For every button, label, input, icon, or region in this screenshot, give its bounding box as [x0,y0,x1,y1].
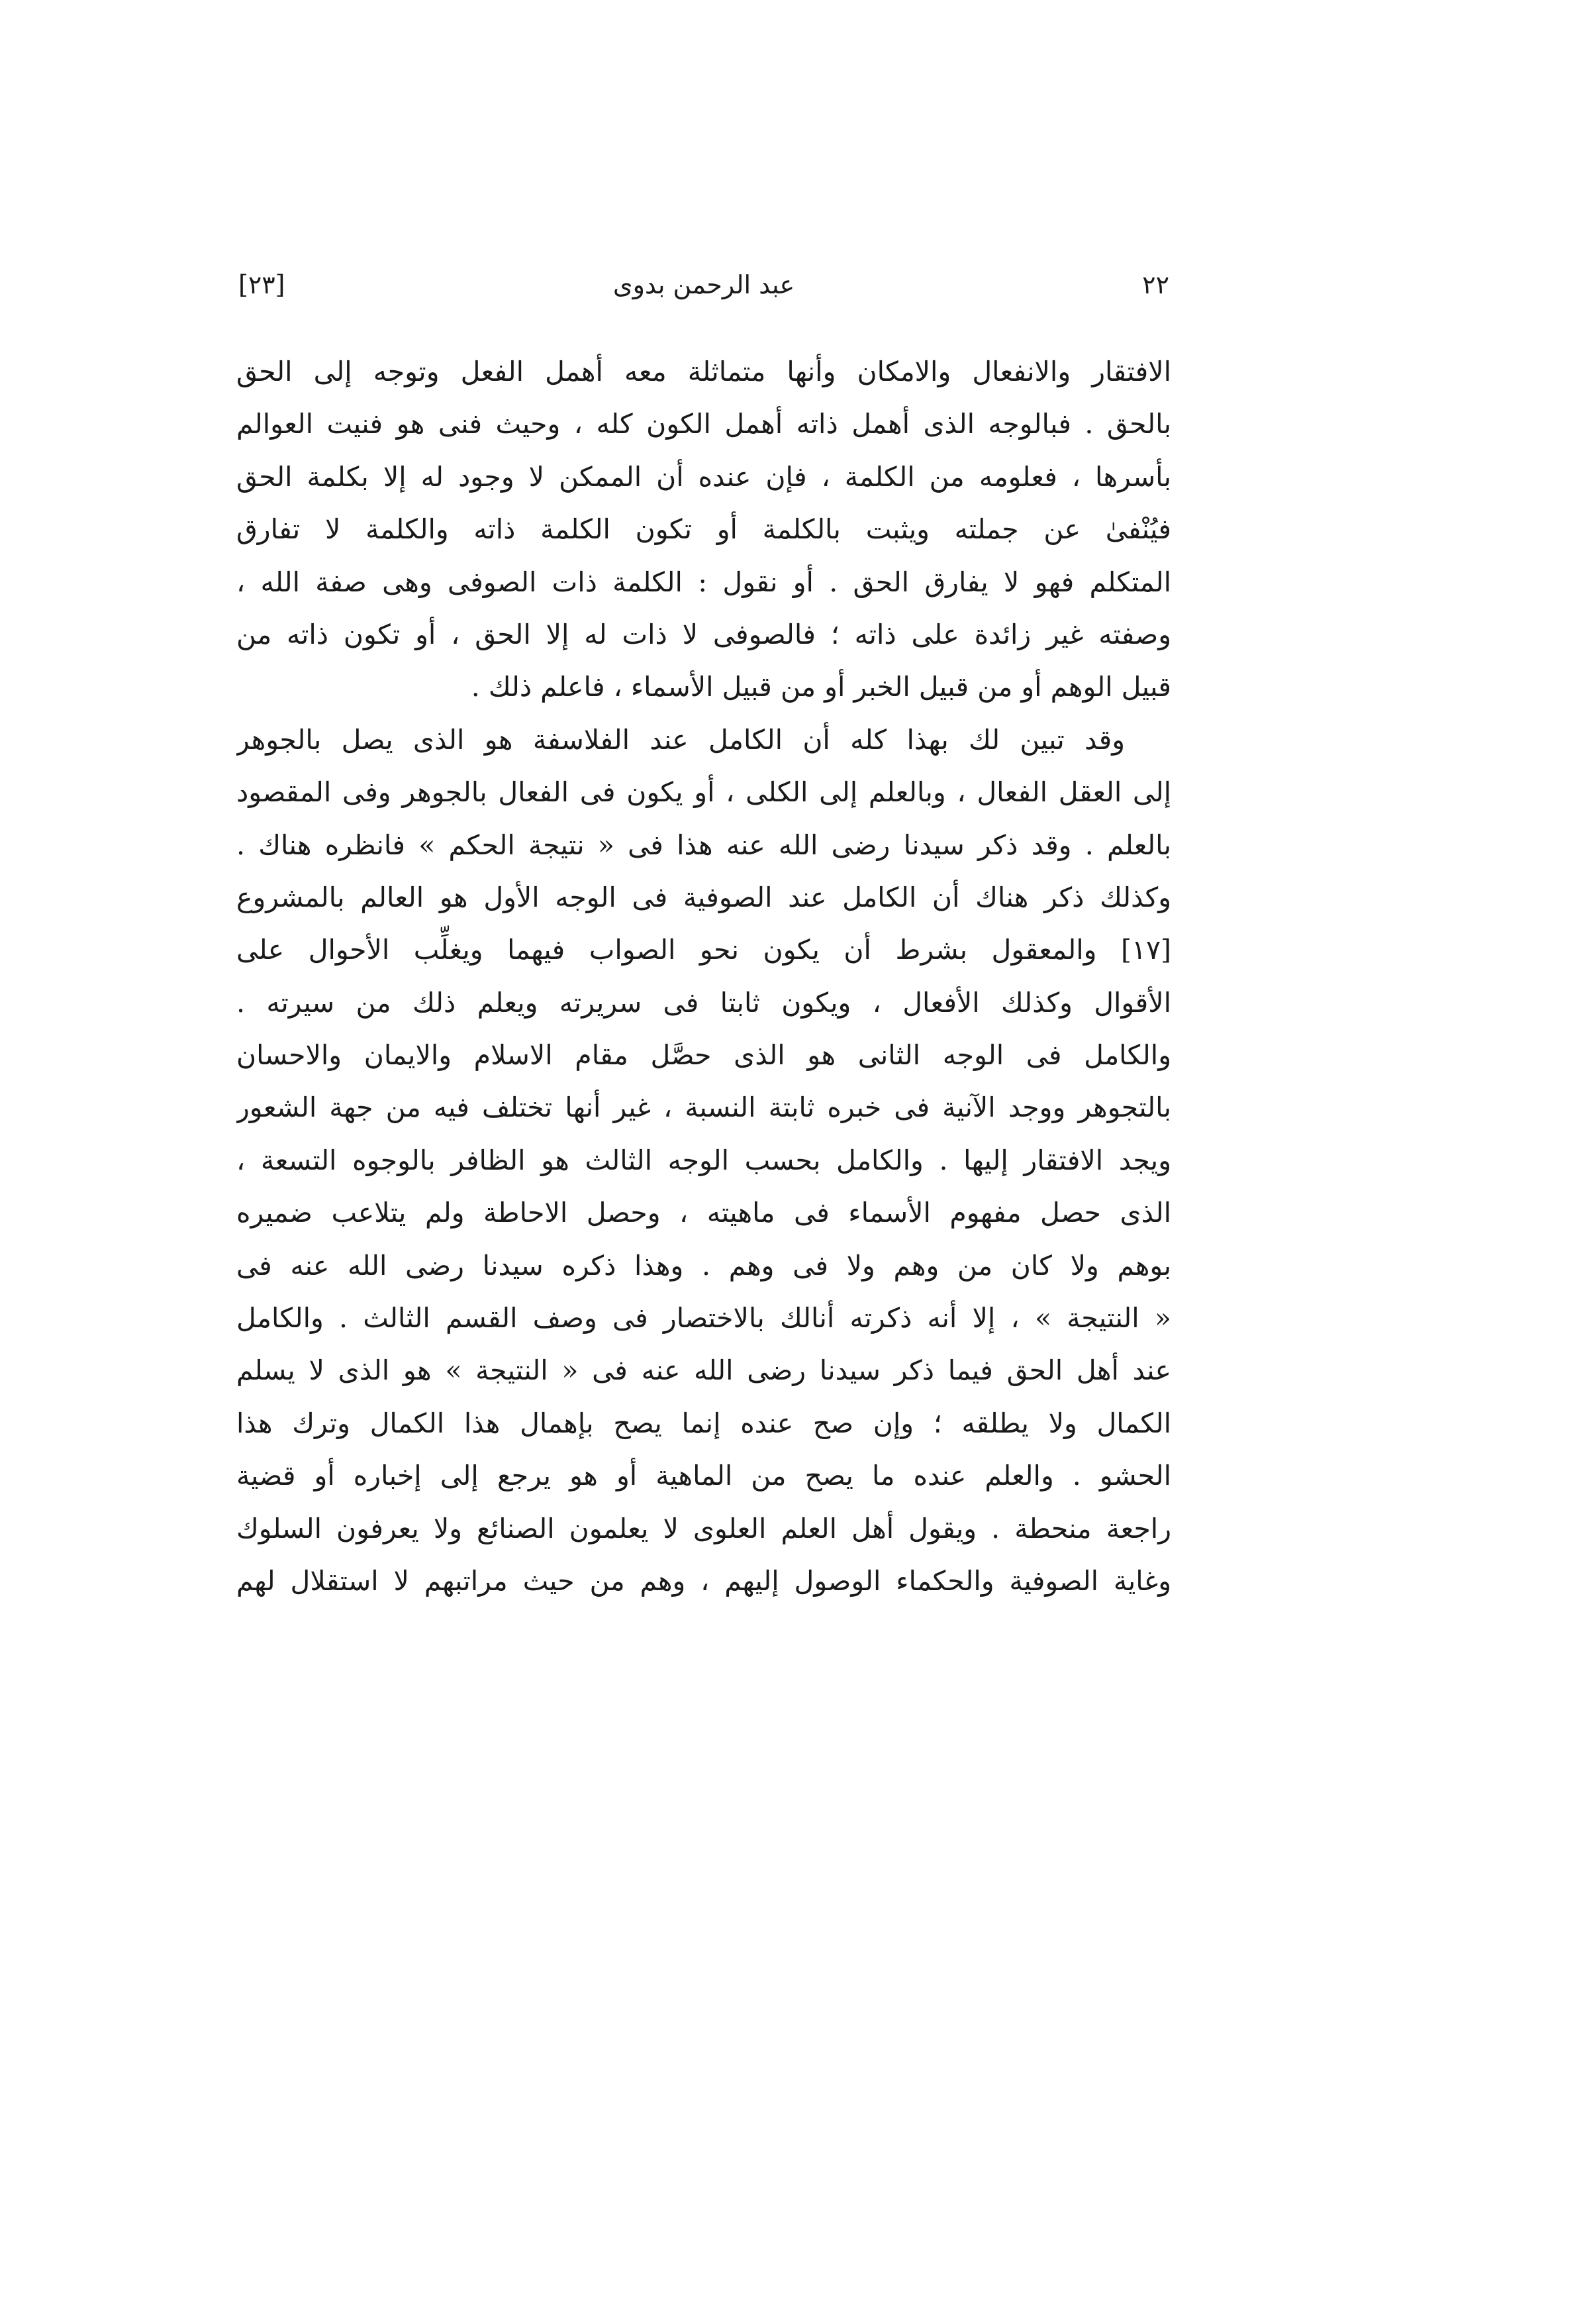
text-line: قبيل الوهم أو من قبيل الخبر أو من قبيل الأسماء ، فاعلم ذلك . [471,671,1171,703]
text-line: الذى حصل مفهوم الأسماء فى ماهيته ، وحصل الاحاطة ولم يتلاعب ضميره [236,1197,1171,1229]
text-line: وقد تبين لك بهذا كله أن الكامل عند الفلاسفة هو الذى يصل بالجوهر [236,723,1125,756]
text-line: [١٧] والمعقول بشرط أن يكون نحو الصواب فيهما ويغلِّب الأحوال على [236,934,1171,966]
text-body [236,346,1171,1607]
text-line: الكمال ولا يطلقه ؛ وإن صح عنده إنما يصح بإهمال هذا الكمال وترك هذا [236,1407,1171,1439]
text-line: فيُنْفىٰ عن جملته ويثبت بالكلمة أو تكون الكلمة ذاته والكلمة لا تفارق [236,513,1171,546]
text-line: الافتقار والانفعال والامكان وأنها متماثلة معه أهمل الفعل وتوجه إلى الحق [236,356,1171,387]
text-line: إلى العقل الفعال ، وبالعلم إلى الكلى ، أو يكون فى الفعال بالجوهر وفى المقصود [236,776,1171,809]
text-line: الأقوال وكذلك الأفعال ، ويكون ثابتا فى سريرته ويعلم ذلك من سيرته . [236,986,1171,1019]
text-line: والكامل فى الوجه الثانى هو الذى حصَّل مقام الاسلام والايمان والاحسان [236,1039,1171,1072]
text-line: بالحق . فبالوجه الذى أهمل ذاته أهمل الكون كله ، وحيث فنى هو فنيت العوالم [236,408,1171,440]
text-line: ويجد الافتقار إليها . والكامل بحسب الوجه الثالث هو الظافر بالوجوه التسعة ، [236,1144,1171,1176]
text-line: عند أهل الحق فيما ذكر سيدنا رضى الله عنه فى « النتيجة » هو الذى لا يسلم [236,1354,1171,1387]
text-line: وغاية الصوفية والحكماء الوصول إليهم ، وهم من حيث مراتبهم لا استقلال لهم [236,1564,1171,1597]
page-number: ٢٢ [1142,270,1169,299]
original-page-number: [٢٣] [238,270,285,299]
text-line: « النتيجة » ، إلا أنه ذكرته أنالك بالاختصار فى وصف القسم الثالث . والكامل [236,1302,1171,1335]
text-line: بالتجوهر ووجد الآنية فى خبره ثابتة النسبة ، غير أنها تختلف فيه من جهة الشعور [236,1091,1171,1124]
text-line: وصفته غير زائدة على ذاته ؛ فالصوفى لا ذات له إلا الحق ، أو تكون ذاته من [236,618,1171,650]
text-line: بالعلم . وقد ذكر سيدنا رضى الله عنه هذا فى « نتيجة الحكم » فانظره هناك . [236,829,1171,861]
text-line: وكذلك ذكر هناك أن الكامل عند الصوفية فى الوجه الأول هو العالم بالمشروع [236,881,1171,913]
running-head: عبد الرحمن بدوى [612,270,795,299]
page-header [238,265,1169,318]
text-line: بوهم ولا كان من وهم ولا فى وهم . وهذا ذكره سيدنا رضى الله عنه فى [236,1249,1171,1282]
text-line: الحشو . والعلم عنده ما يصح من الماهية أو هو يرجع إلى إخباره أو قضية [236,1460,1171,1492]
text-line: بأسرها ، فعلومه من الكلمة ، فإن عنده أن الممكن لا وجود له إلا بكلمة الحق [236,460,1171,493]
text-line: المتكلم فهو لا يفارق الحق . أو نقول : الكلمة ذات الصوفى وهى صفة الله ، [236,566,1171,598]
text-line: راجعة منحطة . ويقول أهل العلم العلوى لا يعلمون الصنائع ولا يعرفون السلوك [236,1512,1171,1544]
